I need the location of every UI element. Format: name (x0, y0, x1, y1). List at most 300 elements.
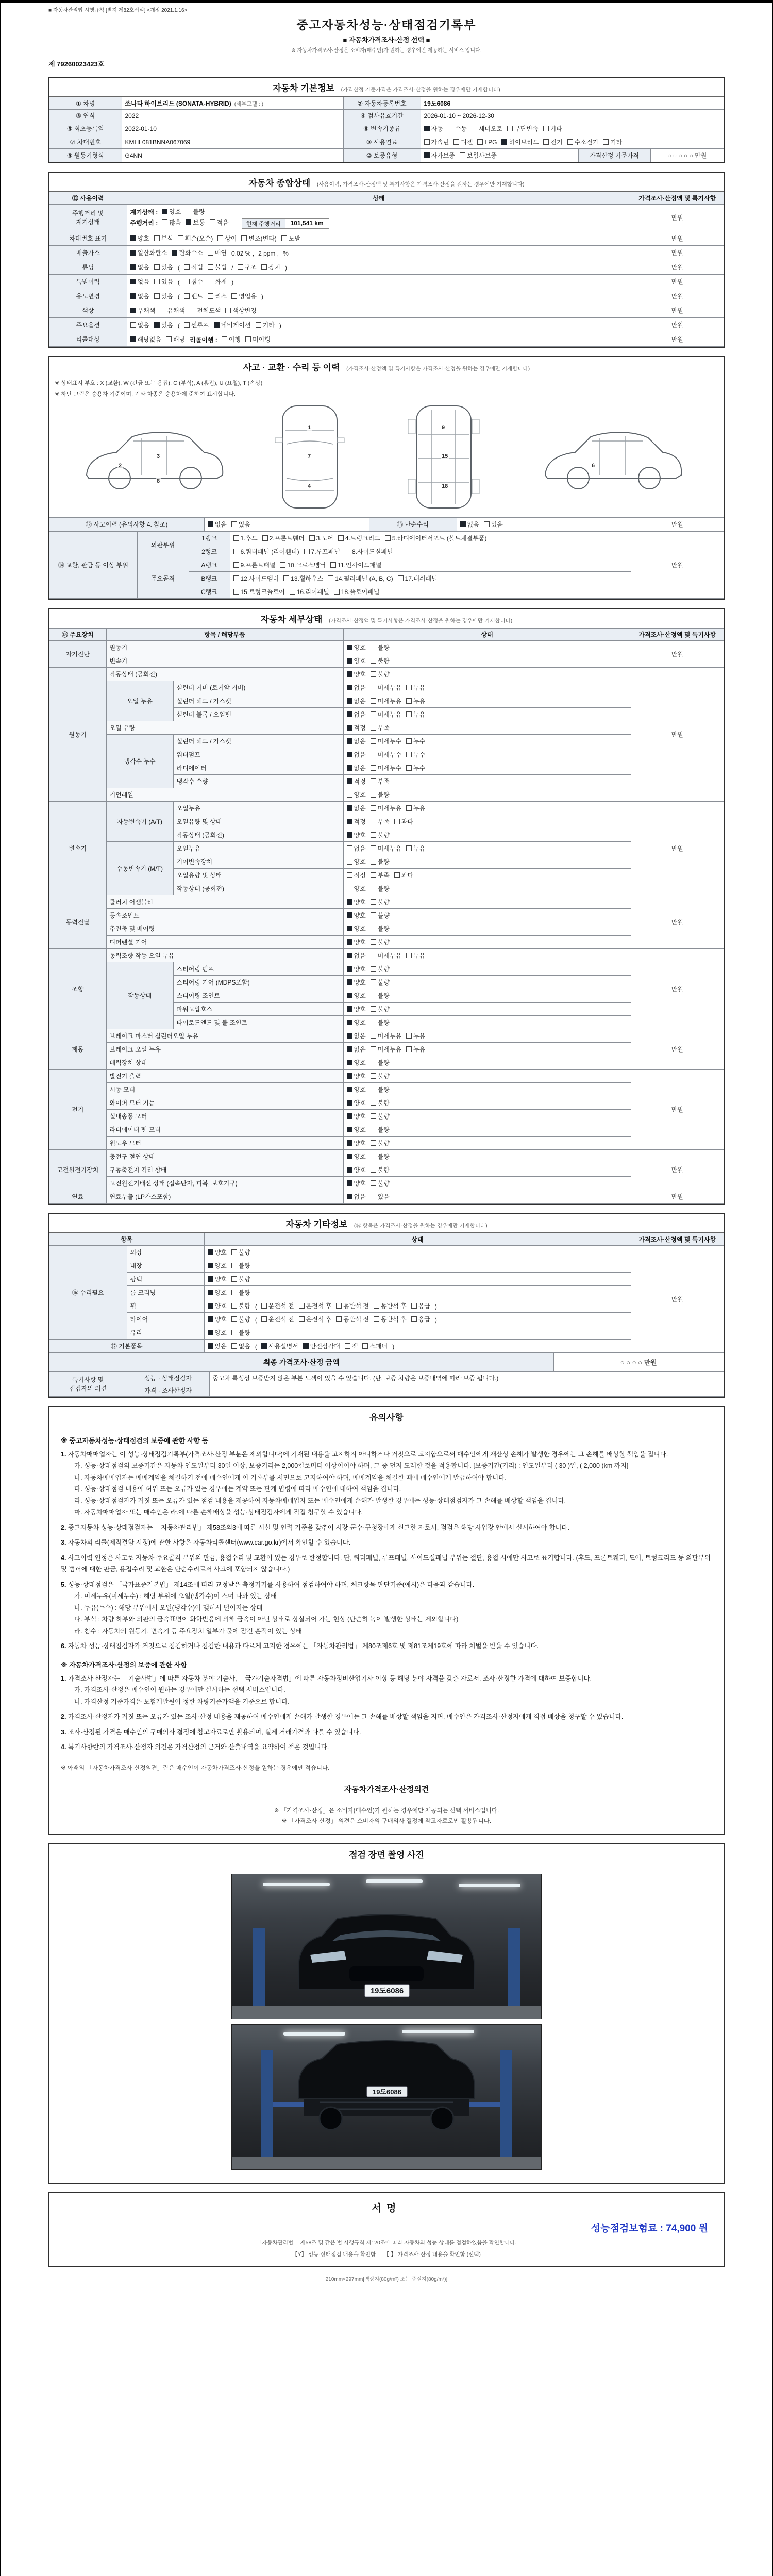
checkbox-option[interactable] (336, 1315, 369, 1324)
checkbox-checked[interactable] (347, 926, 352, 931)
checkbox[interactable] (484, 521, 490, 527)
checkbox-checked[interactable] (347, 1194, 352, 1199)
checkbox-option[interactable] (233, 587, 285, 596)
checkbox-option[interactable] (347, 978, 366, 987)
checkbox[interactable] (411, 1316, 417, 1322)
checkbox-option[interactable] (186, 207, 205, 216)
checkbox[interactable] (184, 264, 190, 270)
checkbox[interactable] (238, 264, 243, 270)
checkbox-option[interactable] (448, 124, 467, 133)
checkbox[interactable] (241, 235, 247, 241)
checkbox-option[interactable] (283, 574, 323, 583)
checkbox-option[interactable] (261, 1301, 294, 1310)
checkbox-option[interactable] (208, 520, 227, 529)
checkbox-option[interactable] (460, 151, 497, 160)
checkbox-option[interactable] (406, 1031, 425, 1040)
checkbox[interactable] (385, 535, 391, 541)
checkbox-option[interactable] (162, 218, 181, 227)
checkbox[interactable] (371, 912, 376, 918)
checkbox[interactable] (371, 1127, 376, 1132)
checkbox-option[interactable] (130, 263, 149, 272)
checkbox-checked[interactable] (214, 322, 220, 328)
checkbox-option[interactable] (371, 924, 390, 933)
checkbox-option[interactable] (371, 1179, 390, 1188)
checkbox[interactable] (233, 562, 239, 568)
checkbox[interactable] (334, 589, 340, 595)
checkbox[interactable] (208, 250, 213, 256)
checkbox[interactable] (603, 139, 609, 145)
checkbox-option[interactable] (347, 764, 366, 772)
checkbox-option[interactable] (371, 1005, 390, 1013)
checkbox-option[interactable] (347, 964, 366, 973)
checkbox[interactable] (371, 1073, 376, 1079)
checkbox-option[interactable] (231, 1248, 250, 1257)
checkbox[interactable] (371, 711, 376, 717)
checkbox-checked[interactable] (347, 645, 352, 650)
checkbox-checked[interactable] (347, 1087, 352, 1092)
checkbox-option[interactable] (130, 277, 149, 286)
checkbox-option[interactable] (345, 547, 393, 556)
checkbox-checked[interactable] (130, 293, 136, 299)
checkbox-checked[interactable] (347, 979, 352, 985)
checkbox-option[interactable] (184, 320, 209, 329)
checkbox[interactable] (330, 562, 336, 568)
checkbox[interactable] (406, 698, 412, 704)
checkbox-option[interactable] (130, 306, 156, 315)
checkbox-option[interactable] (233, 574, 279, 583)
checkbox-option[interactable] (347, 857, 366, 866)
checkbox-option[interactable] (347, 1045, 366, 1054)
checkbox-checked[interactable] (347, 1113, 352, 1119)
checkbox-option[interactable] (208, 1261, 227, 1270)
checkbox-option[interactable] (371, 1125, 390, 1134)
checkbox-option[interactable] (347, 1165, 366, 1174)
checkbox[interactable] (178, 235, 183, 241)
checkbox-option[interactable] (371, 938, 390, 946)
checkbox-checked[interactable] (347, 1046, 352, 1052)
checkbox-option[interactable] (210, 218, 229, 227)
checkbox[interactable] (261, 1303, 267, 1309)
checkbox[interactable] (477, 139, 483, 145)
checkbox-option[interactable] (371, 1085, 390, 1094)
checkbox[interactable] (371, 1060, 376, 1065)
checkbox[interactable] (371, 658, 376, 664)
checkbox-option[interactable] (371, 857, 390, 866)
checkbox[interactable] (406, 711, 412, 717)
checkbox[interactable] (371, 979, 376, 985)
checkbox[interactable] (166, 336, 172, 342)
checkbox-option[interactable] (130, 292, 149, 300)
checkbox-option[interactable] (154, 277, 173, 286)
checkbox-option[interactable] (603, 138, 622, 146)
checkbox-checked[interactable] (347, 1180, 352, 1186)
checkbox-checked[interactable] (347, 819, 352, 824)
checkbox[interactable] (231, 1303, 237, 1309)
checkbox-option[interactable] (231, 1261, 250, 1270)
checkbox[interactable] (371, 1006, 376, 1012)
checkbox-checked[interactable] (347, 805, 352, 811)
checkbox[interactable] (371, 805, 376, 811)
checkbox-option[interactable] (347, 991, 366, 1000)
checkbox[interactable] (411, 1303, 417, 1309)
checkbox-checked[interactable] (424, 126, 430, 131)
checkbox[interactable] (245, 336, 251, 342)
checkbox-option[interactable] (130, 234, 149, 243)
checkbox-option[interactable] (347, 790, 366, 799)
checkbox-option[interactable] (374, 1301, 407, 1310)
checkbox-option[interactable] (347, 1085, 366, 1094)
checkbox[interactable] (304, 549, 310, 554)
checkbox-option[interactable] (347, 951, 366, 960)
checkbox-option[interactable] (371, 697, 401, 705)
checkbox[interactable] (371, 953, 376, 958)
checkbox-checked[interactable] (130, 336, 136, 342)
checkbox-option[interactable] (336, 1301, 369, 1310)
checkbox-option[interactable] (309, 534, 333, 543)
checkbox-option[interactable] (371, 1058, 390, 1067)
checkbox[interactable] (472, 126, 477, 131)
checkbox[interactable] (210, 219, 215, 225)
checkbox-checked[interactable] (261, 1343, 267, 1349)
checkbox-option[interactable] (371, 817, 390, 826)
checkbox[interactable] (424, 139, 430, 145)
checkbox-option[interactable] (371, 1139, 390, 1147)
checkbox-option[interactable] (334, 587, 380, 596)
checkbox-option[interactable] (130, 320, 149, 329)
checkbox[interactable] (371, 832, 376, 838)
checkbox-option[interactable] (347, 831, 366, 839)
checkbox-option[interactable] (347, 697, 366, 705)
checkbox-option[interactable] (231, 1288, 250, 1297)
checkbox-option[interactable] (406, 697, 425, 705)
checkbox-option[interactable] (130, 335, 161, 344)
checkbox-option[interactable] (347, 1031, 366, 1040)
checkbox-option[interactable] (178, 234, 213, 243)
checkbox[interactable] (394, 872, 400, 878)
checkbox-option[interactable] (208, 1328, 227, 1337)
checkbox-option[interactable] (371, 1192, 390, 1201)
checkbox-option[interactable] (477, 139, 497, 146)
checkbox-checked[interactable] (347, 1006, 352, 1012)
checkbox[interactable] (280, 562, 285, 568)
checkbox-option[interactable] (222, 335, 241, 344)
checkbox-option[interactable] (406, 737, 425, 745)
checkbox-option[interactable] (208, 277, 227, 286)
checkbox[interactable] (347, 872, 352, 878)
checkbox[interactable] (371, 899, 376, 905)
checkbox[interactable] (130, 322, 136, 328)
checkbox-option[interactable] (371, 951, 401, 960)
checkbox-option[interactable] (304, 547, 340, 556)
checkbox-checked[interactable] (347, 1073, 352, 1079)
checkbox-option[interactable] (345, 1342, 358, 1350)
checkbox-option[interactable] (371, 750, 401, 759)
checkbox-option[interactable] (507, 124, 538, 133)
checkbox-option[interactable] (303, 1342, 340, 1350)
checkbox-option[interactable] (184, 277, 203, 286)
checkbox-option[interactable] (472, 124, 502, 133)
checkbox-checked[interactable] (154, 322, 160, 328)
checkbox[interactable] (371, 778, 376, 784)
checkbox[interactable] (184, 279, 190, 284)
checkbox-option[interactable] (398, 574, 438, 583)
checkbox-option[interactable] (406, 750, 425, 759)
checkbox-option[interactable] (231, 1342, 250, 1350)
checkbox-checked[interactable] (130, 250, 136, 256)
checkbox[interactable] (371, 1113, 376, 1119)
checkbox-option[interactable] (262, 534, 305, 543)
checkbox-option[interactable] (328, 574, 393, 583)
checkbox-checked[interactable] (130, 308, 136, 313)
checkbox-checked[interactable] (186, 219, 191, 225)
checkbox[interactable] (208, 264, 213, 270)
checkbox-option[interactable] (371, 777, 390, 786)
checkbox-option[interactable] (406, 1045, 425, 1054)
checkbox-option[interactable] (190, 306, 221, 315)
checkbox-option[interactable] (371, 1018, 390, 1027)
checkbox-option[interactable] (371, 1112, 390, 1121)
checkbox-checked[interactable] (208, 1249, 213, 1255)
checkbox-checked[interactable] (347, 1140, 352, 1146)
checkbox-option[interactable] (330, 561, 381, 569)
checkbox[interactable] (371, 993, 376, 998)
checkbox[interactable] (406, 845, 412, 851)
checkbox[interactable] (371, 1100, 376, 1106)
checkbox-checked[interactable] (347, 993, 352, 998)
checkbox-checked[interactable] (347, 685, 352, 690)
checkbox-option[interactable] (231, 1301, 250, 1310)
checkbox-option[interactable] (162, 207, 181, 216)
checkbox[interactable] (406, 1033, 412, 1039)
checkbox-option[interactable] (233, 534, 258, 543)
checkbox-option[interactable] (347, 750, 366, 759)
checkbox-checked[interactable] (208, 1303, 213, 1309)
checkbox-option[interactable] (208, 1315, 227, 1324)
checkbox[interactable] (371, 845, 376, 851)
checkbox-option[interactable] (406, 683, 425, 692)
checkbox[interactable] (283, 575, 289, 581)
checkbox[interactable] (309, 535, 315, 541)
checkbox[interactable] (398, 575, 404, 581)
checkbox-checked[interactable] (347, 1060, 352, 1065)
checkbox-checked[interactable] (347, 939, 352, 945)
checkbox[interactable] (233, 535, 239, 541)
checkbox-checked[interactable] (347, 1033, 352, 1039)
checkbox-checked[interactable] (208, 1263, 213, 1268)
checkbox-option[interactable] (567, 138, 598, 146)
checkbox[interactable] (406, 685, 412, 690)
checkbox-option[interactable] (347, 710, 366, 719)
checkbox-option[interactable] (484, 520, 503, 529)
checkbox[interactable] (261, 264, 267, 270)
checkbox-option[interactable] (371, 683, 401, 692)
checkbox-checked[interactable] (347, 738, 352, 744)
checkbox-option[interactable] (347, 1018, 366, 1027)
checkbox-checked[interactable] (424, 152, 430, 158)
checkbox-option[interactable] (371, 1152, 390, 1161)
checkbox[interactable] (347, 792, 352, 798)
checkbox-option[interactable] (347, 1058, 366, 1067)
checkbox-option[interactable] (371, 1072, 390, 1080)
checkbox[interactable] (371, 886, 376, 891)
checkbox-option[interactable] (208, 1275, 227, 1283)
checkbox[interactable] (371, 1087, 376, 1092)
checkbox-option[interactable] (406, 804, 425, 812)
checkbox[interactable] (290, 589, 295, 595)
checkbox-option[interactable] (371, 844, 401, 853)
checkbox-option[interactable] (347, 911, 366, 920)
checkbox-checked[interactable] (347, 832, 352, 838)
checkbox[interactable] (231, 1316, 237, 1322)
checkbox-option[interactable] (424, 124, 443, 133)
checkbox[interactable] (231, 1290, 237, 1295)
checkbox[interactable] (371, 1020, 376, 1025)
checkbox-option[interactable] (186, 218, 205, 227)
checkbox-checked[interactable] (347, 711, 352, 717)
checkbox-option[interactable] (371, 790, 390, 799)
checkbox[interactable] (338, 535, 344, 541)
checkbox[interactable] (371, 872, 376, 878)
checkbox-checked[interactable] (347, 966, 352, 972)
checkbox[interactable] (406, 738, 412, 744)
checkbox-option[interactable] (172, 248, 203, 257)
checkbox-option[interactable] (371, 1165, 390, 1174)
checkbox-option[interactable] (406, 951, 425, 960)
checkbox[interactable] (371, 1033, 376, 1039)
checkbox-checked[interactable] (347, 1127, 352, 1132)
checkbox-option[interactable] (154, 292, 173, 300)
checkbox-checked[interactable] (347, 899, 352, 905)
checkbox-option[interactable] (347, 1125, 366, 1134)
checkbox-option[interactable] (347, 1179, 366, 1188)
checkbox-option[interactable] (231, 1315, 250, 1324)
checkbox[interactable] (371, 645, 376, 650)
checkbox-option[interactable] (347, 844, 366, 853)
checkbox-checked[interactable] (347, 765, 352, 771)
checkbox-option[interactable] (184, 263, 203, 272)
checkbox[interactable] (184, 293, 190, 299)
checkbox-option[interactable] (371, 804, 401, 812)
checkbox-option[interactable] (501, 138, 539, 146)
checkbox[interactable] (371, 939, 376, 945)
checkbox-option[interactable] (347, 924, 366, 933)
checkbox-option[interactable] (208, 263, 227, 272)
checkbox[interactable] (160, 308, 165, 313)
checkbox-option[interactable] (280, 561, 326, 569)
checkbox[interactable] (371, 1194, 376, 1199)
checkbox[interactable] (231, 1343, 237, 1349)
checkbox[interactable] (460, 152, 465, 158)
checkbox-option[interactable] (160, 306, 185, 315)
checkbox-option[interactable] (371, 897, 390, 906)
checkbox[interactable] (371, 1046, 376, 1052)
checkbox-option[interactable] (347, 1192, 366, 1201)
checkbox-checked[interactable] (347, 912, 352, 918)
checkbox[interactable] (233, 549, 239, 554)
checkbox[interactable] (543, 126, 549, 131)
checkbox-checked[interactable] (347, 953, 352, 958)
checkbox-option[interactable] (347, 1112, 366, 1121)
checkbox[interactable] (543, 139, 549, 145)
checkbox-checked[interactable] (172, 250, 177, 256)
checkbox[interactable] (371, 752, 376, 757)
checkbox-option[interactable] (208, 1288, 227, 1297)
checkbox-option[interactable] (371, 1031, 401, 1040)
checkbox[interactable] (233, 575, 239, 581)
checkbox-option[interactable] (460, 520, 479, 529)
checkbox-option[interactable] (347, 723, 366, 732)
checkbox[interactable] (208, 279, 213, 284)
checkbox-option[interactable] (347, 871, 366, 879)
checkbox[interactable] (190, 308, 195, 313)
checkbox-option[interactable] (371, 978, 390, 987)
checkbox-option[interactable] (154, 263, 173, 272)
checkbox-option[interactable] (371, 670, 390, 679)
checkbox-checked[interactable] (347, 752, 352, 757)
checkbox-option[interactable] (154, 320, 173, 329)
checkbox-option[interactable] (208, 248, 227, 257)
checkbox-option[interactable] (347, 897, 366, 906)
checkbox[interactable] (299, 1316, 305, 1322)
checkbox[interactable] (233, 589, 239, 595)
checkbox-option[interactable] (208, 292, 227, 300)
checkbox-checked[interactable] (347, 1154, 352, 1159)
checkbox-option[interactable] (347, 737, 366, 745)
checkbox[interactable] (184, 322, 190, 328)
checkbox-option[interactable] (371, 1098, 390, 1107)
checkbox-option[interactable] (347, 777, 366, 786)
checkbox[interactable] (154, 279, 160, 284)
checkbox-option[interactable] (394, 871, 413, 879)
checkbox-option[interactable] (347, 1139, 366, 1147)
checkbox[interactable] (371, 698, 376, 704)
checkbox-checked[interactable] (130, 279, 136, 284)
checkbox-option[interactable] (371, 884, 390, 893)
checkbox-checked[interactable] (347, 778, 352, 784)
checkbox[interactable] (231, 1249, 237, 1255)
checkbox-option[interactable] (406, 710, 425, 719)
checkbox[interactable] (453, 139, 459, 145)
checkbox[interactable] (406, 1046, 412, 1052)
checkbox[interactable] (231, 1330, 237, 1335)
checkbox-checked[interactable] (347, 1100, 352, 1106)
checkbox[interactable] (328, 575, 333, 581)
checkbox[interactable] (345, 549, 350, 554)
checkbox-option[interactable] (154, 234, 173, 243)
checkbox-option[interactable] (338, 534, 380, 543)
checkbox[interactable] (162, 219, 167, 225)
checkbox[interactable] (336, 1303, 342, 1309)
checkbox-option[interactable] (371, 643, 390, 652)
checkbox-checked[interactable] (347, 698, 352, 704)
checkbox-option[interactable] (261, 1342, 298, 1350)
checkbox[interactable] (371, 685, 376, 690)
checkbox[interactable] (371, 926, 376, 931)
checkbox[interactable] (154, 293, 160, 299)
checkbox-option[interactable] (371, 911, 390, 920)
checkbox-option[interactable] (347, 1005, 366, 1013)
checkbox-option[interactable] (245, 335, 271, 344)
checkbox-option[interactable] (347, 1152, 366, 1161)
checkbox-option[interactable] (371, 991, 390, 1000)
checkbox-checked[interactable] (347, 658, 352, 664)
checkbox-checked[interactable] (208, 1330, 213, 1335)
checkbox-checked[interactable] (303, 1343, 309, 1349)
checkbox[interactable] (371, 1167, 376, 1173)
checkbox[interactable] (217, 235, 223, 241)
checkbox-option[interactable] (208, 1248, 227, 1257)
checkbox[interactable] (374, 1303, 379, 1309)
